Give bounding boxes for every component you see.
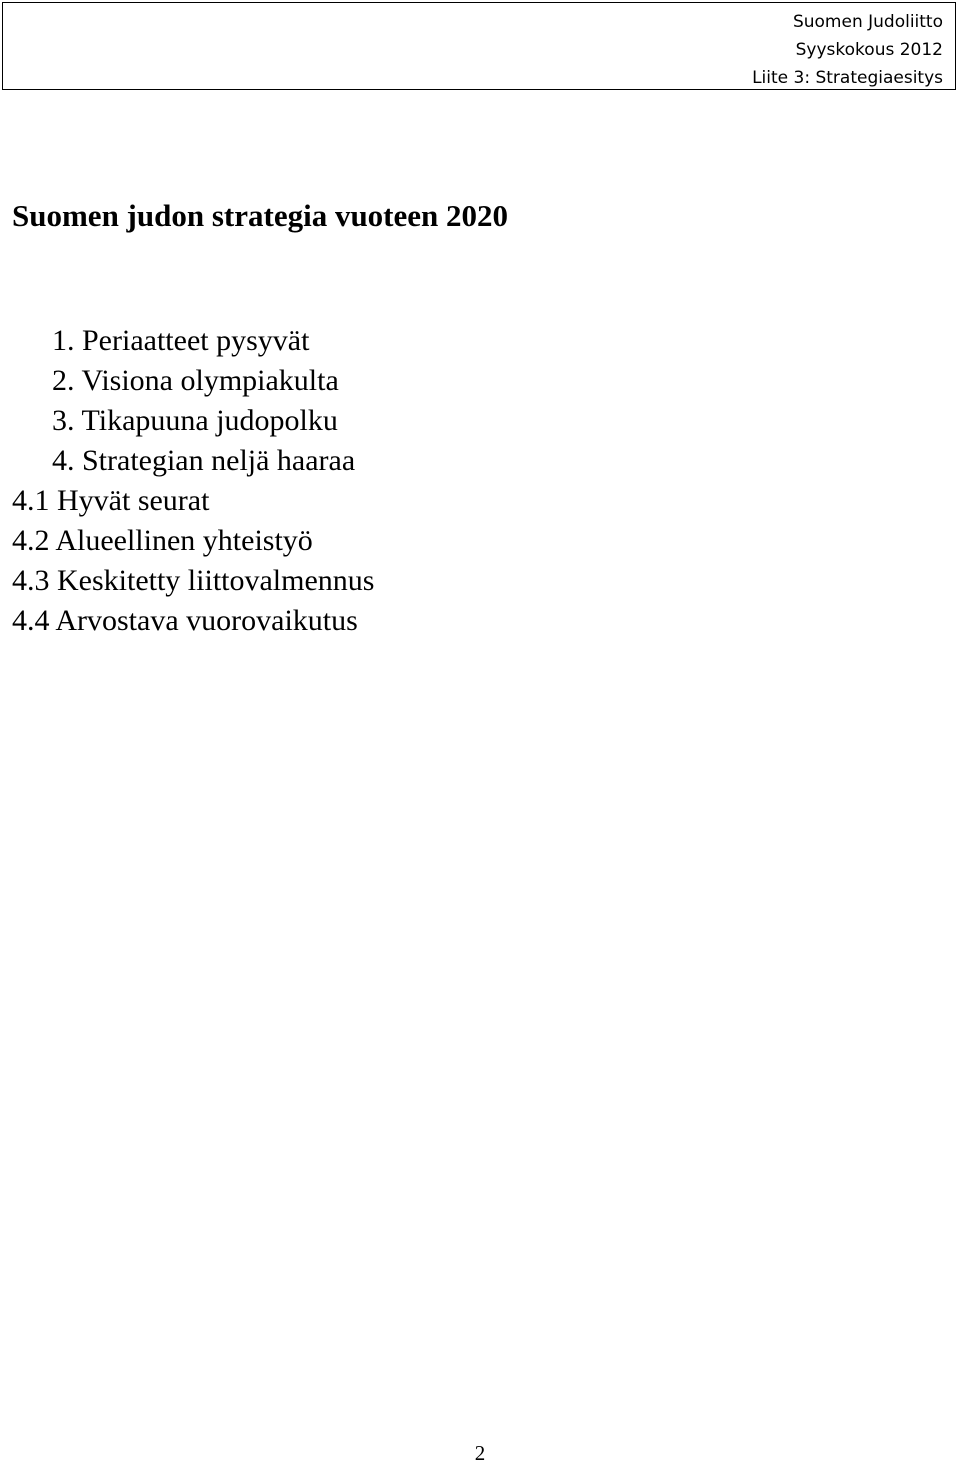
sub-list-item: 4.4 Arvostava vuorovaikutus	[12, 604, 358, 637]
header-box	[2, 2, 956, 90]
list-item: 2. Visiona olympiakulta	[52, 364, 339, 397]
header-attachment: Liite 3: Strategiaesitys	[752, 68, 943, 88]
header-organization: Suomen Judoliitto	[792, 12, 943, 32]
list-item: 1. Periaatteet pysyvät	[52, 324, 310, 357]
sub-list-item: 4.3 Keskitetty liittovalmennus	[12, 564, 375, 597]
header-text	[752, 8, 943, 92]
header-meeting: Syyskokous 2012	[795, 40, 943, 60]
sub-list-item: 4.1 Hyvät seurat	[12, 484, 210, 517]
document-title: Suomen judon strategia vuoteen 2020	[12, 198, 509, 233]
strategy-list	[0, 321, 374, 641]
list-item: 4. Strategian neljä haaraa	[52, 444, 356, 477]
page-number: 2	[474, 1441, 486, 1465]
list-item: 3. Tikapuuna judopolku	[52, 404, 338, 437]
sub-list-item: 4.2 Alueellinen yhteistyö	[12, 524, 313, 557]
